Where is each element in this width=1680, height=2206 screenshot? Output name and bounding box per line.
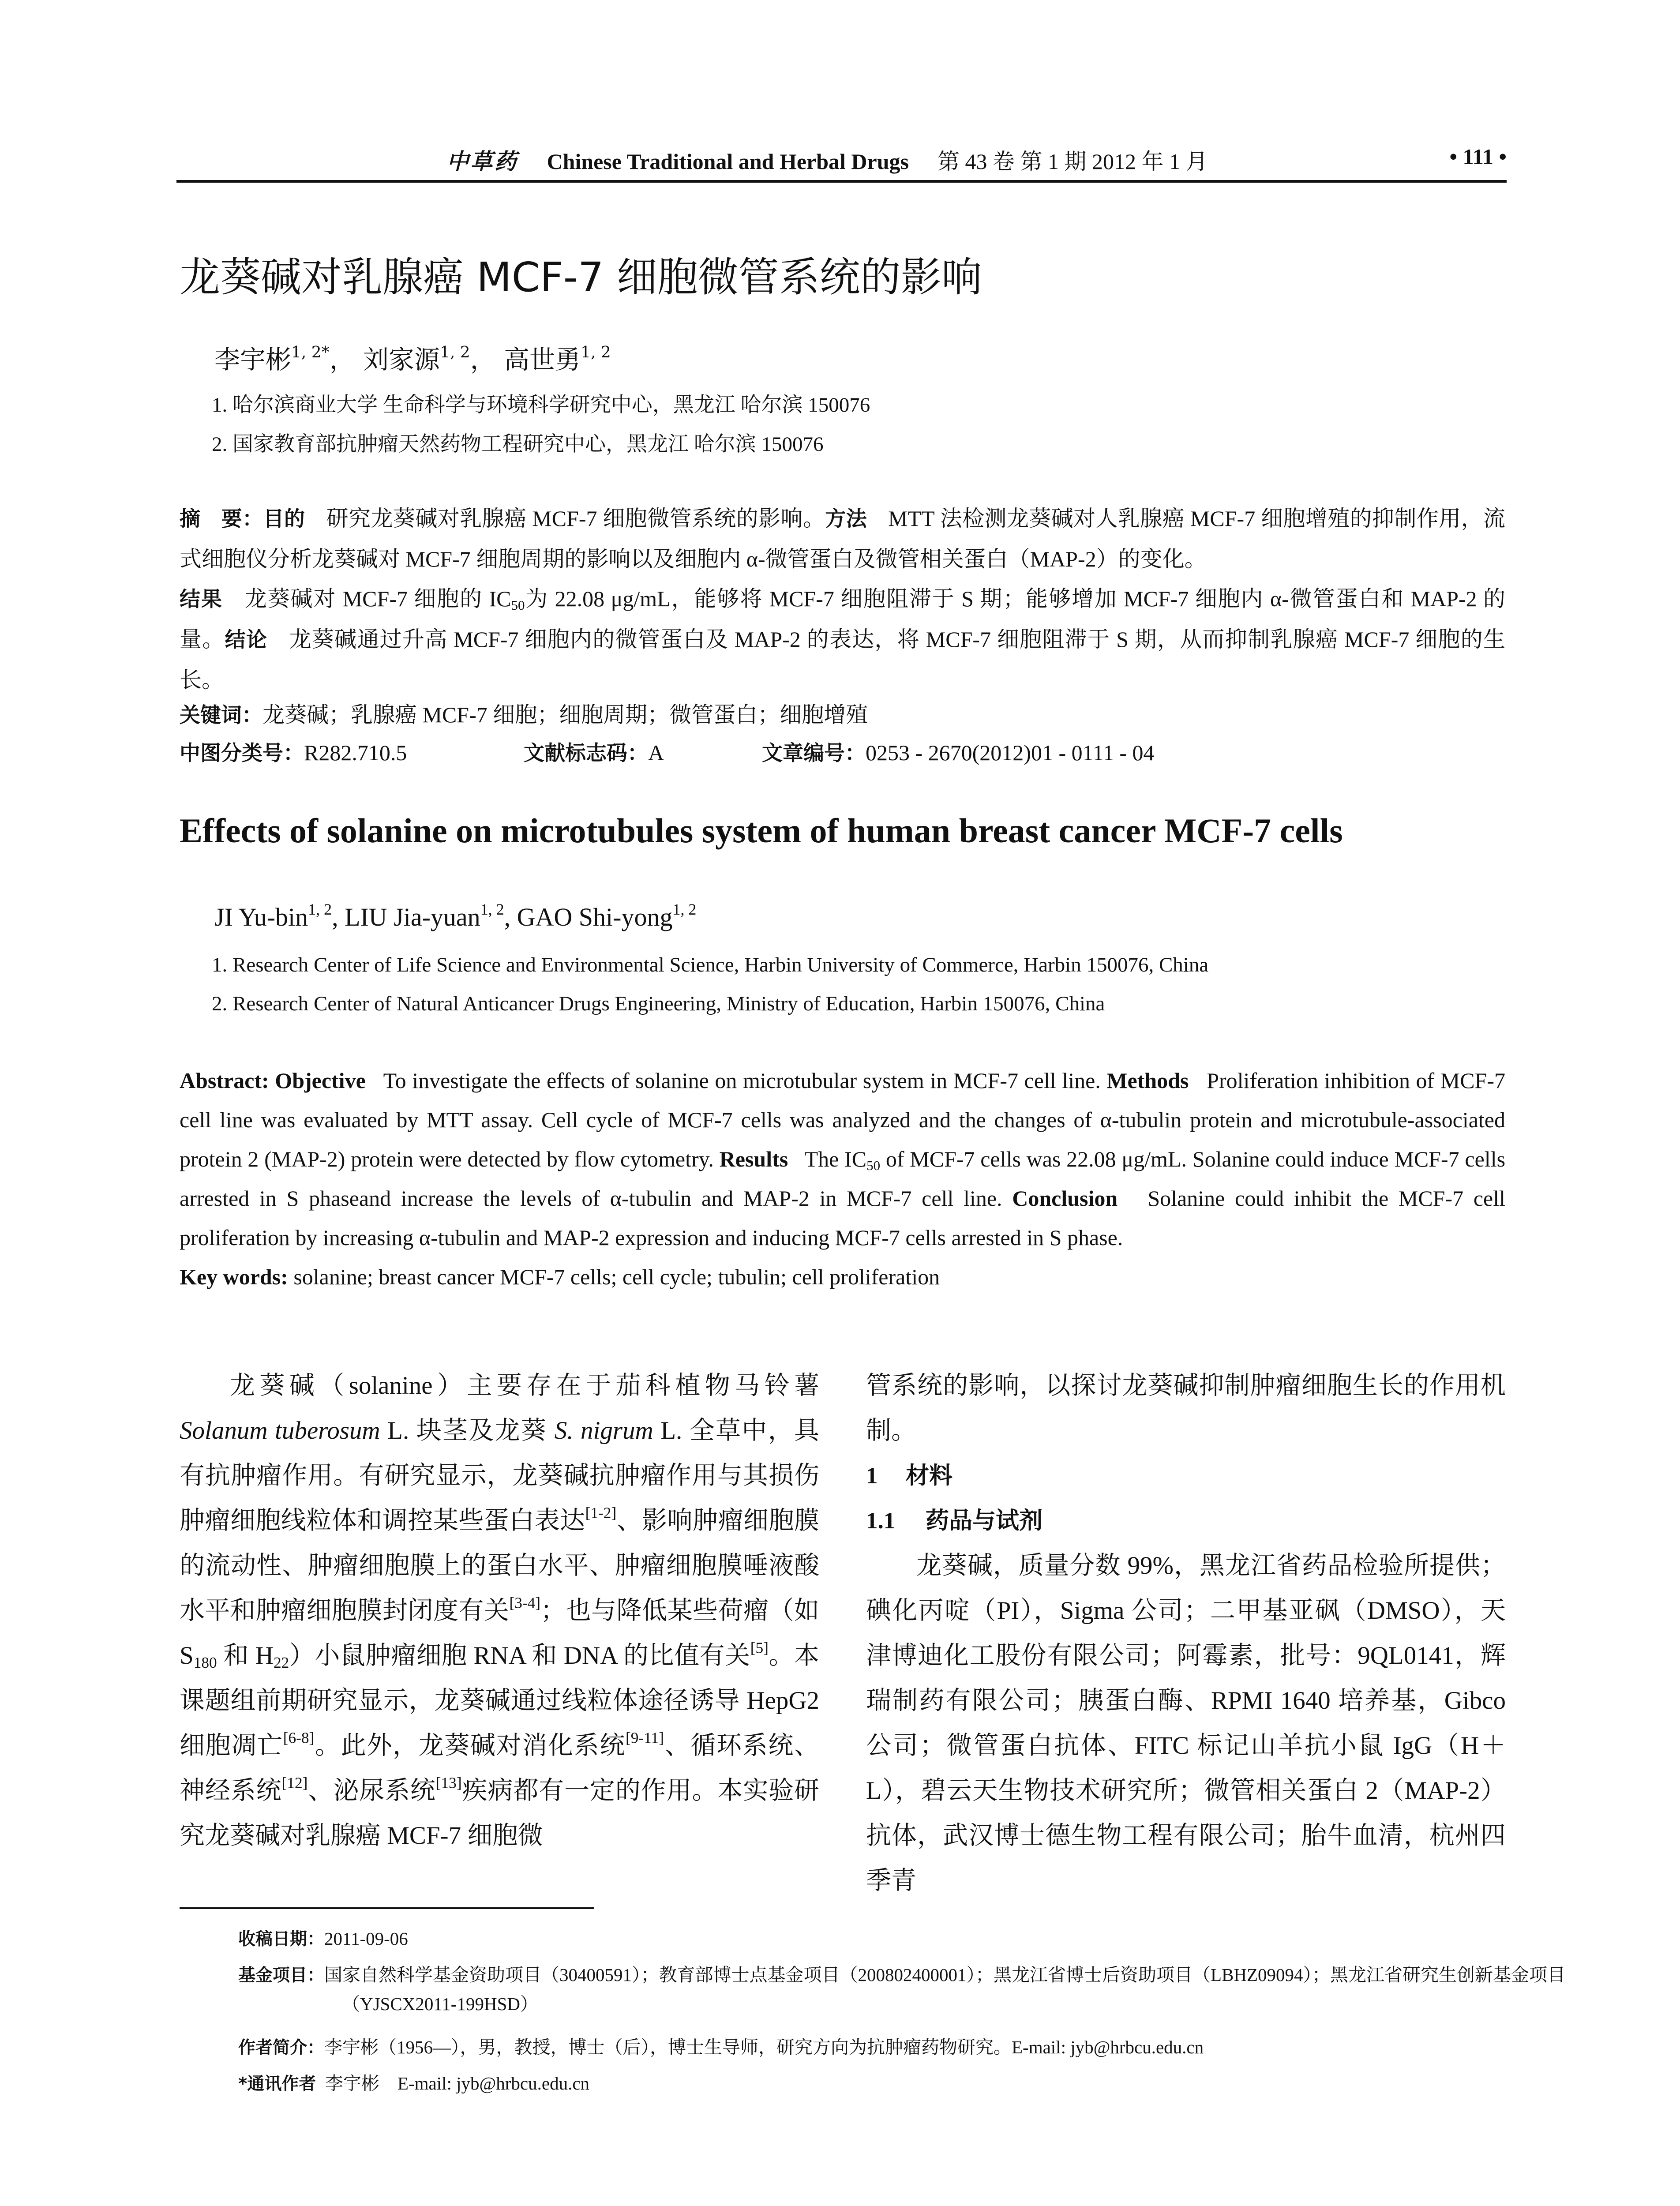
author-affiliation-mark: 1, 2 [581, 343, 611, 361]
body-text: 龙葵碱（solanine）主要存在于茄科植物马铃薯 [230, 1372, 819, 1399]
conclusion-text: Solanine could inhibit the MCF-7 cell proliferation by increasing α-tubulin and MAP-2 expression and inducing MCF-7 cells arrested in S phase. [180, 1186, 1506, 1250]
section-number: 1 [866, 1463, 878, 1489]
header-journal [176, 144, 1478, 176]
body-text: 和 H [217, 1642, 274, 1670]
body-paragraph [180, 1363, 819, 1858]
footnote-rule [180, 1907, 594, 1909]
methods-label: 方法 [825, 507, 867, 531]
body-text: 疾病都有一定的作用。本实验研究龙葵碱对乳腺癌 MCF-7 细胞微 [180, 1777, 820, 1850]
footnote-label: 收稿日期： [238, 1929, 325, 1949]
author-affiliation-mark: 1, 2* [291, 343, 330, 361]
body-paragraph-continued: 管系统的影响，以探讨龙葵碱抑制肿瘤细胞生长的作用机制。 [866, 1372, 1506, 1444]
keywords-text: 龙葵碱；乳腺癌 MCF-7 细胞；细胞周期；微管蛋白；细胞增殖 [262, 702, 868, 727]
citation: [12] [281, 1774, 308, 1792]
clc-value: R282.710.5 [304, 740, 407, 765]
citation: [1-2] [585, 1504, 617, 1522]
body-column-right [866, 1363, 1506, 1903]
keywords-text: solanine; breast cancer MCF-7 cells; cell cycle; tubulin; cell proliferation [293, 1264, 940, 1289]
conclusion-text: 龙葵碱通过升高 MCF-7 细胞内的微管蛋白及 MAP-2 的表达，将 MCF-7 细胞阻滞于 S 期，从而抑制乳腺癌 MCF-7 细胞的生长。 [180, 627, 1506, 692]
results-text-cont: of MCF-7 cells was 22.08 μg/mL. Solanine could induce MCF-7 cells arrested in S phaseand increase the levels of α-tubulin and MAP-2 in MCF-7 cell line. [180, 1147, 1506, 1211]
keywords-cn [180, 697, 868, 729]
affiliation-en-1: 1. Research Center of Life Science and Environmental Science, Harbin University of Commerce, Harbin 150076, China [212, 953, 1209, 976]
abstract-cn [180, 499, 1505, 700]
running-header [176, 140, 1507, 183]
author-name: LIU Jia-yuan [345, 903, 480, 931]
methods-text: MTT 法检测龙葵碱对人乳腺癌 MCF-7 细胞增殖的抑制作用，流式细胞仪分析龙葵碱对 MCF-7 细胞周期的影响以及细胞内 α-微管蛋白及微管相关蛋白（MAP-2）的变化。 [180, 506, 1506, 571]
conclusion-label: 结论 [225, 628, 268, 652]
keywords-label: 关键词： [180, 703, 262, 728]
objective-label: 目的 [263, 507, 305, 531]
doc-code-value: A [648, 740, 664, 765]
abstract-en [180, 1061, 1505, 1297]
results-label: Results [719, 1147, 788, 1171]
author-affiliation-mark: 1, 2 [440, 343, 470, 361]
conclusion-label: Conclusion [1012, 1186, 1118, 1211]
body-column-left [180, 1363, 819, 1858]
results-label: 结果 [180, 587, 223, 612]
issue-info: 第 43 卷 第 1 期 2012 年 1 月 [937, 149, 1208, 174]
article-number-value: 0253 - 2670(2012)01 - 0111 - 04 [866, 740, 1155, 765]
author-name: 高世勇 [504, 345, 581, 375]
results-text: The IC [804, 1147, 867, 1171]
journal-name-en: Chinese Traditional and Herbal Drugs [547, 149, 909, 174]
article-number-label: 文章编号： [762, 741, 866, 765]
footnote-text: 国家自然科学基金资助项目（30400591）；教育部博士点基金项目（200802400001）；黑龙江省博士后资助项目（LBHZ09094）；黑龙江省研究生创新基金项目（YJSCX2011-199HSD） [324, 1965, 1566, 2014]
body-paragraph: 龙葵碱，质量分数 99%，黑龙江省药品检验所提供；碘化丙啶（PI），Sigma 公司；二甲基亚砜（DMSO），天津博迪化工股份有限公司；阿霉素，批号：9QL0141，辉瑞制药有限公司；胰蛋白酶、RPMI 1640 培养基，Gibco 公司；微管蛋白抗体、FITC 标记山羊抗小鼠 IgG（H＋L），碧云天生物技术研究所；微管相关蛋白 2（MAP-2）抗体，武汉博士德生物工程有限公司；胎牛血清，杭州四季青 [866, 1552, 1506, 1895]
body-text: 、影响肿瘤细胞膜的流动性、肿瘤细胞膜上的蛋白水平、肿瘤细胞膜唾液酸水平和肿瘤细胞膜封闭度有关 [180, 1507, 820, 1624]
body-text: 。此外，龙葵碱对消化系统 [314, 1732, 626, 1760]
body-text: ）小鼠肿瘤细胞 RNA 和 DNA 的比值有关 [289, 1642, 750, 1670]
author-affiliation-mark: 1, 2 [672, 900, 697, 918]
results-text: 龙葵碱对 MCF-7 细胞的 IC [244, 586, 511, 611]
results-text-cont: 为 22.08 μg/mL，能够将 MCF-7 细胞阻滞于 S 期；能够增加 MCF-7 细胞内 α-微管蛋白和 MAP-2 的量。 [180, 586, 1506, 652]
body-text: L. 块茎及龙葵 [380, 1417, 555, 1444]
results-subscript: 50 [511, 597, 525, 613]
body-text: 、循环系统、神经系统 [180, 1732, 820, 1805]
objective-text: To investigate the effects of solanine on microtubular system in MCF-7 cell line. [383, 1068, 1101, 1093]
affiliation-cn-1: 1. 哈尔滨商业大学 生命科学与环境科学研究中心，黑龙江 哈尔滨 150076 [212, 394, 870, 416]
footnote-text: 李宇彬 E-mail: jyb@hrbcu.edu.cn [325, 2073, 590, 2093]
affiliation-en-2: 2. Research Center of Natural Anticancer Drugs Engineering, Ministry of Education, Harbin 150076, China [212, 992, 1105, 1015]
author-name: 李宇彬 [214, 345, 292, 375]
keywords-label: Key words: [180, 1264, 288, 1289]
results-subscript: 50 [866, 1157, 881, 1173]
article-title-cn: 龙葵碱对乳腺癌 MCF-7 细胞微管系统的影响 [180, 254, 982, 301]
author-affiliation-mark: 1, 2 [308, 900, 332, 918]
subscript: 180 [193, 1654, 217, 1671]
author-name: 刘家源 [363, 345, 440, 375]
authors-cn: 李宇彬$^{1, 2*}$， 刘家源$^{1, 2}$， 高世勇$^{1, 2}$ [214, 343, 611, 375]
citation: [13] [435, 1774, 462, 1792]
section-heading [866, 1453, 1506, 1498]
section-title: 药品与试剂 [926, 1507, 1042, 1534]
footnote-label: *通讯作者 [238, 2074, 316, 2094]
footnote-author-bio [238, 2033, 1504, 2062]
footnote-text: 2011-09-06 [324, 1928, 408, 1949]
body-text: 。本课题组前期研究显示，龙葵碱通过线粒体途径诱导 HepG2 细胞凋亡 [180, 1642, 820, 1760]
abstract-label: 摘 要： [180, 507, 263, 531]
citation: [3-4] [509, 1594, 541, 1612]
footnote-label: 作者简介： [238, 2038, 325, 2058]
body-text: L. 全草中，具有抗肿瘤作用。有研究显示，龙葵碱抗肿瘤作用与其损伤肿瘤细胞线粒体和调控某些蛋白表达 [180, 1417, 819, 1534]
footnote-corresponding [238, 2069, 1504, 2098]
footnote-text: 李宇彬（1956—），男，教授，博士（后），博士生导师，研究方向为抗肿瘤药物研究。E-mail: jyb@hrbcu.edu.cn [324, 2037, 1204, 2057]
section-title: 材料 [906, 1462, 952, 1489]
body-text: 、泌尿系统 [308, 1777, 436, 1805]
footnote-fund [238, 1961, 1608, 2018]
species-name: Solanum tuberosum [180, 1417, 380, 1444]
citation: [5] [750, 1639, 769, 1657]
citation: [6-8] [283, 1729, 315, 1747]
footnote-label: 基金项目： [238, 1966, 325, 1985]
author-affiliation-mark: 1, 2 [480, 900, 504, 918]
clc-label: 中图分类号： [180, 741, 304, 765]
body-text: ；也与降低某些荷瘤（如 S [180, 1597, 820, 1670]
objective-text: 研究龙葵碱对乳腺癌 MCF-7 细胞微管系统的影响。 [326, 506, 825, 531]
objective-label: Objective [275, 1068, 366, 1093]
author-name: JI Yu-bin [214, 903, 308, 931]
page-number: • 111 • [1449, 144, 1507, 169]
subsection-heading [866, 1498, 1506, 1543]
doc-code-label: 文献标志码： [524, 741, 648, 765]
abstract-label: Abstract: [180, 1068, 269, 1093]
section-number: 1.1 [866, 1508, 896, 1534]
author-name: GAO Shi-yong [517, 903, 673, 931]
citation: [9-11] [626, 1729, 664, 1747]
species-name: S. nigrum [554, 1417, 653, 1444]
authors-en: JI Yu-bin$^{1, 2}$, LIU Jia-yuan$^{1, 2}$, GAO Shi-yong$^{1, 2}$ [214, 900, 697, 931]
affiliation-cn-2: 2. 国家教育部抗肿瘤天然药物工程研究中心，黑龙江 哈尔滨 150076 [212, 433, 824, 456]
article-title-en: Effects of solanine on microtubules system of human breast cancer MCF-7 cells [180, 811, 1343, 850]
subscript: 22 [274, 1654, 289, 1671]
methods-label: Methods [1106, 1068, 1189, 1093]
footnote-received [238, 1925, 1504, 1954]
journal-name-cn: 中草药 [446, 149, 518, 174]
classification-line [180, 737, 1155, 766]
methods-text: Proliferation inhibition of MCF-7 cell line was evaluated by MTT assay. Cell cycle of MCF-7 cells was analyzed and the changes of α-tubulin protein and microtubule-associated protein 2 (MAP-2) protein were detected by flow cytometry. [180, 1068, 1506, 1171]
